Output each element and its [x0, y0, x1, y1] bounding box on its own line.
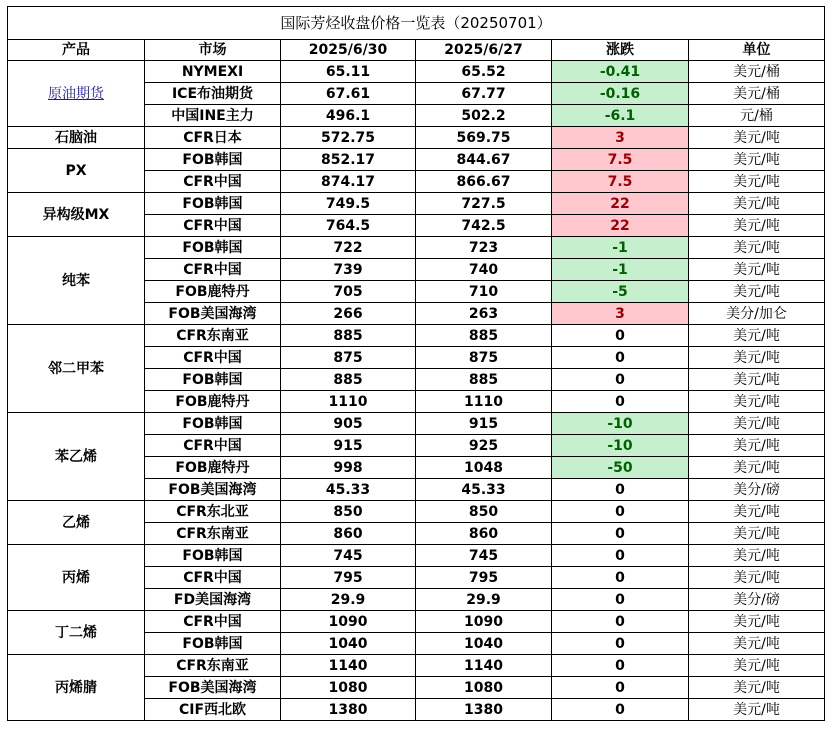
market-cell: FOB鹿特丹: [145, 281, 281, 303]
price-date-2-cell: 745: [416, 545, 552, 567]
table-row: [8, 61, 825, 83]
change-cell: 22: [552, 193, 689, 215]
price-date-2-cell: 1040: [416, 633, 552, 655]
market-cell: ICE布油期货: [145, 83, 281, 105]
unit-cell: 美分/加仑: [689, 303, 825, 325]
unit-cell: 美元/吨: [689, 149, 825, 171]
product-cell: PX: [8, 149, 145, 193]
product-cell: 乙烯: [8, 501, 145, 545]
change-cell: 0: [552, 677, 689, 699]
market-cell: CIF西北欧: [145, 699, 281, 721]
table-row: [8, 127, 825, 149]
price-date-2-cell: 885: [416, 369, 552, 391]
price-date-1-cell: 266: [281, 303, 416, 325]
price-date-1-cell: 874.17: [281, 171, 416, 193]
price-date-1-cell: 885: [281, 369, 416, 391]
change-cell: 22: [552, 215, 689, 237]
unit-cell: 美元/吨: [689, 457, 825, 479]
market-cell: FOB韩国: [145, 369, 281, 391]
price-date-2-cell: 263: [416, 303, 552, 325]
price-date-1-cell: 905: [281, 413, 416, 435]
table-row: [8, 193, 825, 215]
price-date-2-cell: 844.67: [416, 149, 552, 171]
change-cell: 0: [552, 369, 689, 391]
price-date-1-cell: 29.9: [281, 589, 416, 611]
change-cell: 0: [552, 699, 689, 721]
market-cell: FOB韩国: [145, 413, 281, 435]
market-cell: CFR东南亚: [145, 325, 281, 347]
market-cell: CFR东南亚: [145, 523, 281, 545]
change-cell: 0: [552, 567, 689, 589]
change-cell: 7.5: [552, 171, 689, 193]
unit-cell: 美元/吨: [689, 237, 825, 259]
change-cell: -10: [552, 435, 689, 457]
price-date-1-cell: 852.17: [281, 149, 416, 171]
price-date-2-cell: 740: [416, 259, 552, 281]
unit-cell: 美元/吨: [689, 545, 825, 567]
unit-cell: 美元/吨: [689, 171, 825, 193]
table-row: [8, 501, 825, 523]
change-cell: -1: [552, 237, 689, 259]
price-date-2-cell: 723: [416, 237, 552, 259]
price-table: [7, 6, 825, 721]
change-cell: 0: [552, 611, 689, 633]
unit-cell: 美元/桶: [689, 61, 825, 83]
change-cell: -6.1: [552, 105, 689, 127]
market-cell: FOB鹿特丹: [145, 457, 281, 479]
price-date-1-cell: 1380: [281, 699, 416, 721]
table-body: [8, 61, 825, 721]
header-product: 产品: [8, 40, 145, 61]
price-date-1-cell: 1140: [281, 655, 416, 677]
product-link[interactable]: 原油期货: [8, 61, 145, 127]
price-date-1-cell: 65.11: [281, 61, 416, 83]
market-cell: FD美国海湾: [145, 589, 281, 611]
market-cell: 中国INE主力: [145, 105, 281, 127]
price-date-2-cell: 569.75: [416, 127, 552, 149]
change-cell: 0: [552, 325, 689, 347]
price-date-2-cell: 1140: [416, 655, 552, 677]
market-cell: NYMEXI: [145, 61, 281, 83]
price-date-1-cell: 1090: [281, 611, 416, 633]
change-cell: -50: [552, 457, 689, 479]
price-date-1-cell: 45.33: [281, 479, 416, 501]
price-date-2-cell: 925: [416, 435, 552, 457]
unit-cell: 美元/吨: [689, 567, 825, 589]
unit-cell: 美元/吨: [689, 259, 825, 281]
unit-cell: 美元/吨: [689, 127, 825, 149]
change-cell: 0: [552, 501, 689, 523]
price-date-1-cell: 496.1: [281, 105, 416, 127]
market-cell: FOB韩国: [145, 149, 281, 171]
product-cell: 丙烯: [8, 545, 145, 611]
price-date-2-cell: 29.9: [416, 589, 552, 611]
unit-cell: 美元/吨: [689, 391, 825, 413]
price-date-2-cell: 727.5: [416, 193, 552, 215]
price-date-1-cell: 1080: [281, 677, 416, 699]
price-date-1-cell: 850: [281, 501, 416, 523]
unit-cell: 美元/吨: [689, 501, 825, 523]
unit-cell: 美元/吨: [689, 413, 825, 435]
price-date-1-cell: 1040: [281, 633, 416, 655]
price-date-1-cell: 572.75: [281, 127, 416, 149]
price-date-2-cell: 850: [416, 501, 552, 523]
unit-cell: 美元/吨: [689, 633, 825, 655]
price-date-2-cell: 866.67: [416, 171, 552, 193]
market-cell: FOB韩国: [145, 633, 281, 655]
price-date-2-cell: 65.52: [416, 61, 552, 83]
table-row: [8, 325, 825, 347]
price-date-2-cell: 742.5: [416, 215, 552, 237]
market-cell: CFR中国: [145, 259, 281, 281]
change-cell: 0: [552, 655, 689, 677]
price-date-2-cell: 1048: [416, 457, 552, 479]
unit-cell: 美元/吨: [689, 523, 825, 545]
header-change: 涨跌: [552, 40, 689, 61]
price-date-1-cell: 705: [281, 281, 416, 303]
market-cell: FOB美国海湾: [145, 677, 281, 699]
price-date-2-cell: 45.33: [416, 479, 552, 501]
market-cell: CFR中国: [145, 171, 281, 193]
price-date-1-cell: 764.5: [281, 215, 416, 237]
product-cell: 苯乙烯: [8, 413, 145, 501]
change-cell: 0: [552, 545, 689, 567]
change-cell: -0.16: [552, 83, 689, 105]
table-row: [8, 149, 825, 171]
price-date-2-cell: 885: [416, 325, 552, 347]
change-cell: 0: [552, 589, 689, 611]
market-cell: CFR东北亚: [145, 501, 281, 523]
market-cell: FOB鹿特丹: [145, 391, 281, 413]
change-cell: 7.5: [552, 149, 689, 171]
price-date-2-cell: 1380: [416, 699, 552, 721]
price-date-2-cell: 67.77: [416, 83, 552, 105]
unit-cell: 美元/吨: [689, 677, 825, 699]
price-date-2-cell: 1110: [416, 391, 552, 413]
product-cell: 异构级MX: [8, 193, 145, 237]
unit-cell: 美元/吨: [689, 193, 825, 215]
price-date-1-cell: 722: [281, 237, 416, 259]
product-cell: 纯苯: [8, 237, 145, 325]
market-cell: CFR中国: [145, 611, 281, 633]
price-date-1-cell: 885: [281, 325, 416, 347]
table-row: [8, 545, 825, 567]
market-cell: CFR中国: [145, 347, 281, 369]
price-date-1-cell: 745: [281, 545, 416, 567]
price-date-1-cell: 998: [281, 457, 416, 479]
unit-cell: 美元/吨: [689, 281, 825, 303]
price-date-1-cell: 1110: [281, 391, 416, 413]
unit-cell: 美分/磅: [689, 479, 825, 501]
price-date-2-cell: 502.2: [416, 105, 552, 127]
change-cell: 0: [552, 479, 689, 501]
price-date-2-cell: 860: [416, 523, 552, 545]
price-date-1-cell: 875: [281, 347, 416, 369]
market-cell: CFR中国: [145, 435, 281, 457]
price-date-1-cell: 915: [281, 435, 416, 457]
unit-cell: 美分/磅: [689, 589, 825, 611]
unit-cell: 美元/桶: [689, 83, 825, 105]
market-cell: CFR中国: [145, 567, 281, 589]
price-date-1-cell: 749.5: [281, 193, 416, 215]
market-cell: FOB美国海湾: [145, 303, 281, 325]
header-unit: 单位: [689, 40, 825, 61]
market-cell: CFR日本: [145, 127, 281, 149]
change-cell: 3: [552, 127, 689, 149]
header-market: 市场: [145, 40, 281, 61]
product-cell: 丙烯腈: [8, 655, 145, 721]
unit-cell: 美元/吨: [689, 699, 825, 721]
price-date-2-cell: 1090: [416, 611, 552, 633]
price-date-2-cell: 1080: [416, 677, 552, 699]
table-row: [8, 413, 825, 435]
unit-cell: 元/桶: [689, 105, 825, 127]
unit-cell: 美元/吨: [689, 655, 825, 677]
title-row: [8, 7, 825, 40]
price-date-2-cell: 875: [416, 347, 552, 369]
change-cell: 0: [552, 391, 689, 413]
change-cell: -1: [552, 259, 689, 281]
unit-cell: 美元/吨: [689, 435, 825, 457]
product-cell: 邻二甲苯: [8, 325, 145, 413]
market-cell: FOB韩国: [145, 237, 281, 259]
change-cell: -10: [552, 413, 689, 435]
header-row: [8, 40, 825, 61]
market-cell: FOB美国海湾: [145, 479, 281, 501]
table-title: 国际芳烃收盘价格一览表（20250701）: [8, 7, 825, 40]
price-date-1-cell: 739: [281, 259, 416, 281]
price-date-2-cell: 795: [416, 567, 552, 589]
unit-cell: 美元/吨: [689, 369, 825, 391]
change-cell: -0.41: [552, 61, 689, 83]
market-cell: CFR中国: [145, 215, 281, 237]
unit-cell: 美元/吨: [689, 325, 825, 347]
price-date-2-cell: 915: [416, 413, 552, 435]
header-date-2: 2025/6/27: [416, 40, 552, 61]
market-cell: FOB韩国: [145, 193, 281, 215]
unit-cell: 美元/吨: [689, 611, 825, 633]
price-sheet: [7, 6, 824, 721]
unit-cell: 美元/吨: [689, 215, 825, 237]
product-cell: 石脑油: [8, 127, 145, 149]
change-cell: 0: [552, 347, 689, 369]
change-cell: -5: [552, 281, 689, 303]
market-cell: FOB韩国: [145, 545, 281, 567]
market-cell: CFR东南亚: [145, 655, 281, 677]
change-cell: 3: [552, 303, 689, 325]
header-date-1: 2025/6/30: [281, 40, 416, 61]
table-row: [8, 611, 825, 633]
table-row: [8, 237, 825, 259]
price-date-2-cell: 710: [416, 281, 552, 303]
unit-cell: 美元/吨: [689, 347, 825, 369]
change-cell: 0: [552, 633, 689, 655]
table-row: [8, 655, 825, 677]
price-date-1-cell: 67.61: [281, 83, 416, 105]
change-cell: 0: [552, 523, 689, 545]
price-date-1-cell: 795: [281, 567, 416, 589]
product-cell: 丁二烯: [8, 611, 145, 655]
price-date-1-cell: 860: [281, 523, 416, 545]
